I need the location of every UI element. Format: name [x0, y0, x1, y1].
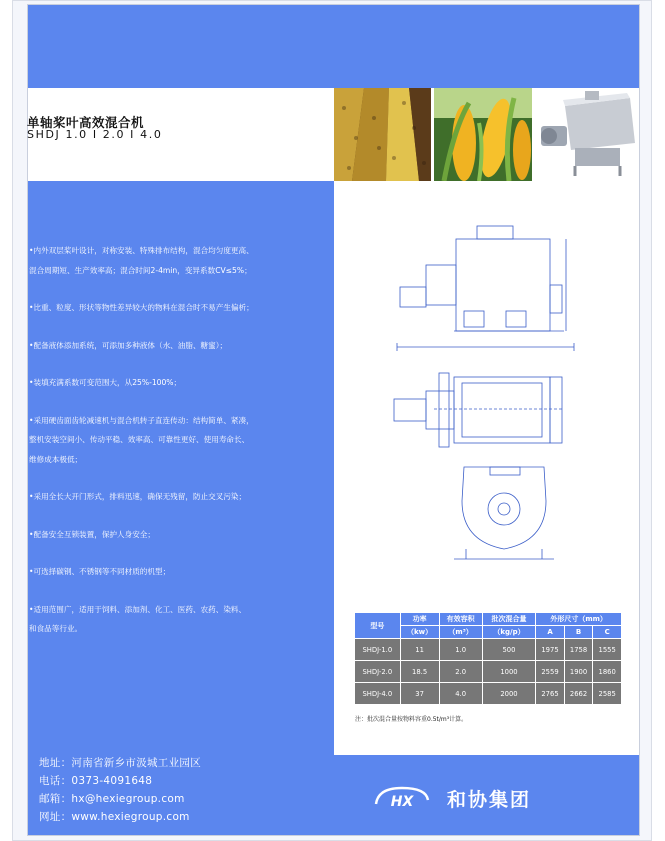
table-cell-batch: 2000 — [482, 683, 536, 705]
table-cell-model: SHDJ-4.0 — [355, 683, 401, 705]
table-header-c: C — [593, 626, 622, 639]
contact-website[interactable]: 网址：www.hexiegroup.com — [39, 811, 190, 823]
feature-item: •配备液体添加系统，可添加多种液体（水、油脂、糖蜜）； — [29, 340, 228, 350]
table-row — [355, 683, 622, 705]
product-photos — [334, 88, 640, 181]
mixer-machine-photo — [535, 88, 640, 181]
feature-item: •可选择碳钢、不锈钢等不同材质的机型； — [29, 567, 171, 576]
table-cell-a: 2559 — [536, 661, 565, 683]
product-model-line: SHDJ 1.0 I 2.0 I 4.0 — [27, 128, 163, 141]
table-cell-c: 1860 — [593, 661, 622, 683]
table-header-volume: 有效容积 — [439, 613, 482, 626]
table-cell-b: 1758 — [564, 639, 593, 661]
table-cell-c: 1555 — [593, 639, 622, 661]
product-title: 单轴桨叶高效混合机 — [27, 115, 145, 130]
table-cell-power: 37 — [400, 683, 439, 705]
drawing-front-inlet — [477, 226, 513, 239]
table-header-dims: 外形尺寸（mm） — [536, 613, 622, 626]
table-cell-c: 2585 — [593, 683, 622, 705]
feature-item: •比重、粒度、形状等物性差异较大的物料在混合时不易产生偏析； — [29, 303, 254, 312]
table-cell-batch: 500 — [482, 639, 536, 661]
table-cell-model: SHDJ-2.0 — [355, 661, 401, 683]
feature-item: •采用全长大开门形式，排料迅速，确保无残留，防止交叉污染； — [29, 492, 247, 501]
table-header-power-unit: （kw） — [400, 626, 439, 639]
table-cell-b: 1900 — [564, 661, 593, 683]
contact-address: 地址：河南省新乡市汲城工业园区 — [39, 757, 201, 769]
table-header-a: A — [536, 626, 565, 639]
feature-item: •适用范围广，适用于饲料、添加剂、化工、医药、农药、染料、 — [29, 604, 247, 614]
feature-list — [29, 241, 299, 639]
table-header-model: 型号 — [355, 613, 401, 639]
table-header-volume-unit: （m³） — [439, 626, 482, 639]
table-row — [355, 639, 622, 661]
specification-table — [354, 612, 622, 705]
feature-item: 维修成本极低； — [29, 454, 83, 464]
drawing-top-body — [454, 377, 550, 443]
table-cell-a: 1975 — [536, 639, 565, 661]
feature-item: •采用硬齿面齿轮减速机与混合机转子直连传动：结构简单、紧凑， — [29, 415, 254, 425]
table-note: 注：批次混合量按物料容重0.5t/m³计算。 — [355, 716, 468, 723]
corn-photo — [434, 88, 532, 181]
table-cell-power: 18.5 — [400, 661, 439, 683]
feature-item: •装填充满系数可变范围大，从25%-100%； — [29, 378, 182, 387]
technical-drawings — [334, 181, 640, 601]
brand-name: 和协集团 — [447, 789, 532, 811]
drawing-top-motor — [394, 399, 426, 421]
drawing-side-body — [462, 467, 546, 549]
contact-email[interactable]: 邮箱：hx@hexiegroup.com — [39, 793, 185, 805]
contact-phone: 电话：0373-4091648 — [39, 775, 153, 787]
table-header-batch: 批次混合量 — [482, 613, 536, 626]
svg-text:HX: HX — [390, 794, 414, 810]
feature-item: •配备安全互锁装置，保护人身安全； — [29, 529, 155, 539]
table-header-batch-unit: （kg/p） — [482, 626, 536, 639]
table-header-b: B — [564, 626, 593, 639]
drawing-front-body — [456, 239, 550, 331]
header-band — [28, 5, 640, 88]
table-cell-a: 2765 — [536, 683, 565, 705]
feature-item: 混合周期短、生产效率高；混合时间2-4min，变异系数CV≤5%； — [29, 265, 252, 275]
feature-item: 和食品等行业。 — [29, 624, 83, 633]
table-cell-volume: 4.0 — [439, 683, 482, 705]
feature-item: •内外双层桨叶设计，对称安装、特殊排布结构，混合均匀度更高、 — [29, 246, 254, 255]
table-cell-batch: 1000 — [482, 661, 536, 683]
table-cell-volume: 2.0 — [439, 661, 482, 683]
table-cell-power: 11 — [400, 639, 439, 661]
feature-item: 整机安装空间小、传动平稳、效率高、可靠性更好、使用寿命长、 — [29, 435, 250, 444]
drawing-front-motor — [426, 265, 456, 305]
table-cell-model: SHDJ-1.0 — [355, 639, 401, 661]
company-logo — [372, 782, 432, 812]
table-cell-volume: 1.0 — [439, 639, 482, 661]
table-cell-b: 2662 — [564, 683, 593, 705]
grains-photo — [334, 88, 431, 181]
table-row — [355, 661, 622, 683]
table-header-power: 功率 — [400, 613, 439, 626]
